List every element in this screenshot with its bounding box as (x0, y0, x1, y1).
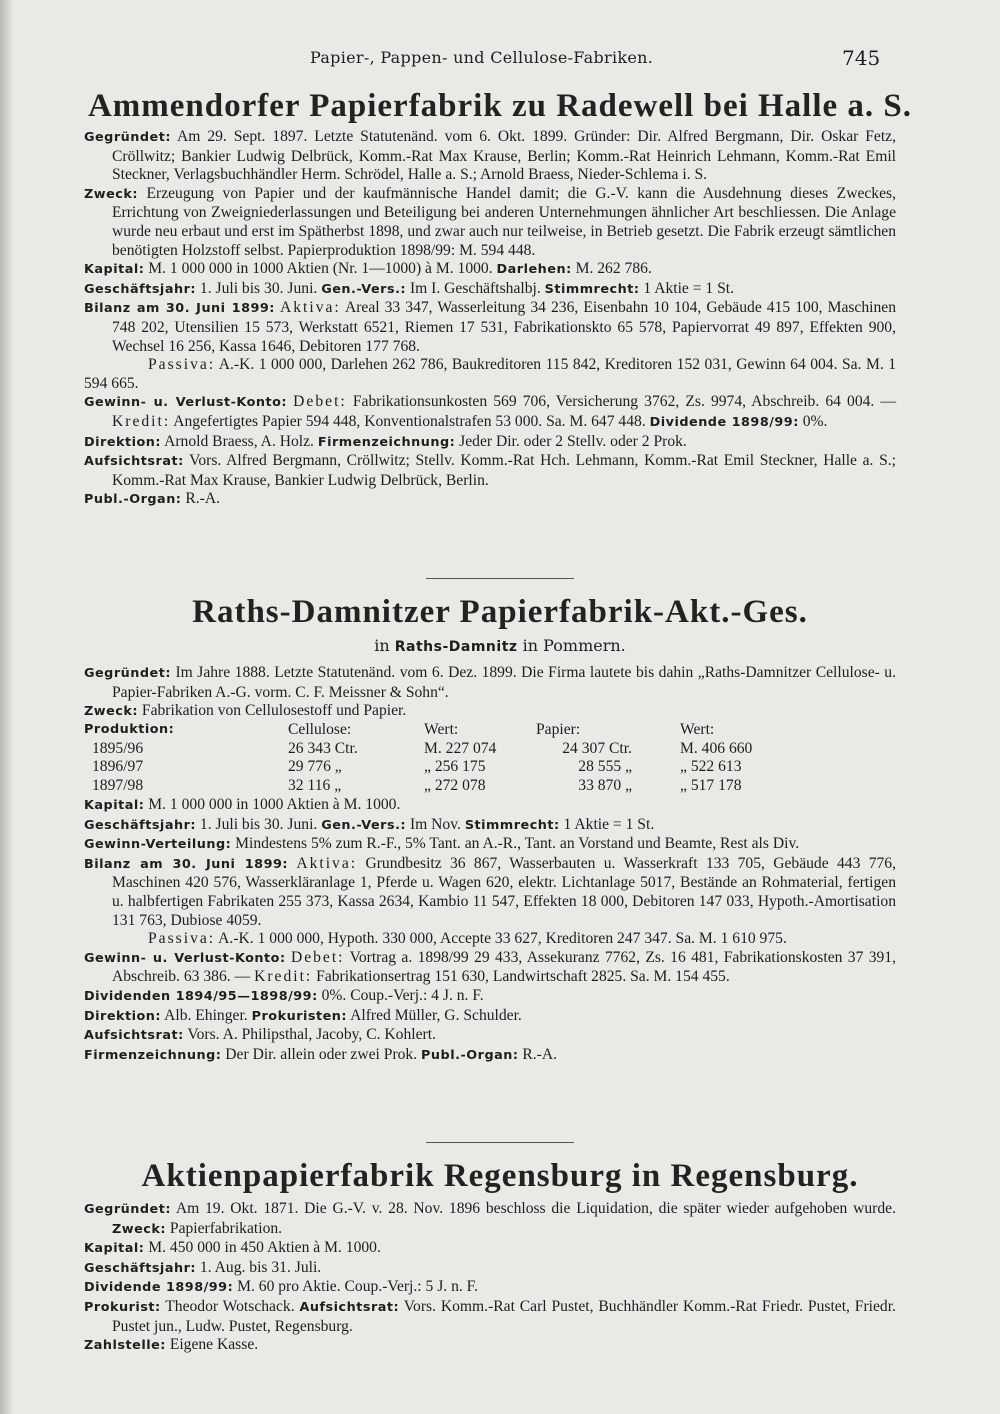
page-number: 745 (842, 46, 881, 70)
company2-kapital: Kapital: M. 1 000 000 in 1000 Aktien à M. 1000. (84, 796, 401, 813)
table-header-row (84, 720, 934, 740)
company2-dividenden: Dividenden 1894/95—1898/99: 0%. Coup.-Verj.: 4 J. n. F. (84, 986, 484, 1004)
company2-guv: Gewinn- u. Verlust-Konto: Debet: Vortrag a. 1898/99 29 433, Assekuranz 7762, Zs. 16 481, Fabrikationskosten 37 391, Abschreib. 63 386. — Kredit: Fabrikationsertrag 151 630, Landwirtschaft 2825. Sa. M. 154 455. (84, 948, 897, 986)
company1-geschaeftsjahr: Geschäftsjahr: 1. Juli bis 30. Juni. Gen.-Vers.: Im I. Geschäftshalbj. Stimmrecht: 1 Aktie = 1 St. (84, 279, 735, 297)
company1-gegruendet: Gegründet: Am 29. Sept. 1897. Letzte Statutenänd. vom 6. Okt. 1899. Gründer: Dir. Alfred Bergmann, Dir. Oskar Fetz, Cröllwitz; Bankier Ludwig Delbrück, Komm.-Rat Max Krause, Berlin; Komm.-Rat Heinrich Lehmann, Komm.-Rat Emil Steckner, Verlagsbuchhändler Herm. Schrödel, Halle a. S.; Arnold Braess, Nieder-Schlema i. S. (84, 128, 896, 184)
production-table (84, 720, 934, 795)
company2-bilanz-passiva: Passiva: A.-K. 1 000 000, Hypoth. 330 000, Accepte 33 627, Kreditoren 247 347. Sa. M. 1 610 975. (148, 930, 787, 948)
company1-guv: Gewinn- u. Verlust-Konto: Debet: Fabrikationsunkosten 569 706, Versicherung 3762, Zs. 9974, Abschreib. 64 004. — Kredit: Angefertigtes Papier 594 448, Konventionalstrafen 53 000. Sa. M. 647 448. Dividende 1898/99: 0%. (84, 393, 897, 430)
company2-gewinn-verteilung: Gewinn-Verteilung: Mindestens 5% zum R.-F., 5% Tant. an A.-R., Tant. an Vorstand und Beamte, Rest als Div. (84, 835, 800, 853)
company3-gegruendet: Gegründet: Am 19. Okt. 1871. Die G.-V. v. 28. Nov. 1896 beschloss die Liquidation, die später wieder aufgehoben wurde. Zweck: Papierfabrikation. (84, 1200, 896, 1237)
table-row (84, 758, 934, 777)
table-row (84, 777, 934, 796)
company1-direktion: Direktion: Arnold Braess, A. Holz. Firmenzeichnung: Jeder Dir. oder 2 Stellv. oder 2 Prok. (84, 432, 687, 450)
col-header-papier: Papier: (536, 720, 581, 738)
running-title: Papier-, Pappen- und Cellulose-Fabriken. (310, 48, 654, 67)
col-header-wert1: Wert: (424, 720, 459, 738)
company2-geschaeftsjahr: Geschäftsjahr: 1. Juli bis 30. Juni. Gen.-Vers.: Im Nov. Stimmrecht: 1 Aktie = 1 St. (84, 815, 655, 833)
cell-wert2: „ 517 178 (680, 776, 742, 794)
cell-wert1: „ 256 175 (424, 758, 486, 776)
page-header (0, 44, 1000, 74)
company2-bilanz-aktiva: Bilanz am 30. Juni 1899: Aktiva: Grundbesitz 36 867, Wasserbauten u. Wasserkraft 133 705, Gebäude 443 776, Maschinen 420 576, Wasserkläranlage 1, Pferde u. Wagen 620, elektr. Lichtanlage 5017, Bestände an Rohmaterial, fertigen u. halbfertigen Fabrikaten 255 373, Kassa 2634, Kambio 11 547, Effekten 18 000, Debitoren 147 033, Hypoth.-Amortisation 131 763, Dubiose 4059. (84, 854, 896, 929)
company2-body-top (84, 664, 896, 722)
cell-papier: 33 870 „ (578, 776, 632, 794)
company1-bilanz-passiva: Passiva: A.-K. 1 000 000, Darlehen 262 786, Baukreditoren 115 842, Kreditoren 152 031, Gewinn 64 004. Sa. M. 1 594 665. (84, 356, 896, 392)
company3-zahlstelle: Zahlstelle: Eigene Kasse. (84, 1336, 259, 1354)
section-divider (426, 1142, 574, 1143)
company3-body (84, 1200, 896, 1356)
company1-body (84, 128, 896, 510)
section-divider (426, 578, 574, 579)
company2-firmenzeichnung: Firmenzeichnung: Der Dir. allein oder zwei Prok. Publ.-Organ: R.-A. (84, 1045, 558, 1063)
company3-kapital: Kapital: M. 450 000 in 450 Aktien à M. 1000. (84, 1239, 381, 1257)
cell-year: 1897/98 (92, 776, 144, 794)
cell-wert2: „ 522 613 (680, 758, 742, 776)
company2-aufsichtsrat: Aufsichtsrat: Vors. A. Philipsthal, Jacoby, C. Kohlert. (84, 1026, 436, 1044)
col-header-cellulose: Cellulose: (288, 720, 352, 738)
cell-wert2: M. 406 660 (680, 739, 753, 757)
page-edge-shadow (0, 0, 14, 1414)
company1-publ-organ: Publ.-Organ: R.-A. (84, 490, 220, 508)
company2-gegruendet: Gegründet: Im Jahre 1888. Letzte Statutenänd. vom 6. Dez. 1899. Die Firma lautete bis dahin „Raths-Damnitzer Cellulose- u. Papier-Fabriken A.-G. vorm. C. F. Meissner & Sohn“. (84, 664, 896, 701)
company1-kapital: Kapital: M. 1 000 000 in 1000 Aktien (Nr. 1—1000) à M. 1000. Darlehen: M. 262 786. (84, 260, 652, 278)
company1-zweck: Zweck: Erzeugung von Papier und der kaufmännische Handel damit; die G.-V. kann die Ausdehnung dieses Zweckes, Errichtung von Zweigniederlassungen und Beteiligung bei anderen Unternehmungen ähnlicher Art beschliessen. Die Anlage wurde neu erbaut und erst im Spätherbst 1898, und zwar auch nur teilweise, in Betrieb gesetzt. Die Fabrik erzeugt sämtlichen benötigten Holzstoff selbst. Papierproduktion 1898/99: M. 594 448. (84, 184, 896, 259)
company2-zweck: Zweck: Fabrikation von Cellulosestoff und Papier. (84, 702, 407, 720)
company1-aufsichtsrat: Aufsichtsrat: Vors. Alfred Bergmann, Cröllwitz; Stellv. Komm.-Rat Hch. Lehmann, Komm.-Rat Emil Steckner, Halle a. S.; Komm.-Rat Max Krause, Bankier Ludwig Delbrück, Berlin. (84, 452, 896, 489)
cell-cellulose: 29 776 „ (288, 758, 342, 776)
company3-title: Aktienpapierfabrik Regensburg in Regensburg. (141, 1158, 859, 1194)
cell-papier: 28 555 „ (578, 758, 632, 776)
company3-prokurist: Prokurist: Theodor Wotschack. Aufsichtsrat: Vors. Komm.-Rat Carl Pustet, Buchhändler Komm.-Rat Friedr. Pustet, Friedr. Pustet jun., Ludw. Pustet, Regensburg. (84, 1297, 896, 1335)
cell-year: 1896/97 (92, 758, 144, 776)
company2-direktion: Direktion: Alb. Ehinger. Prokuristen: Alfred Müller, G. Schulder. (84, 1006, 522, 1024)
company3-dividende: Dividende 1898/99: M. 60 pro Aktie. Coup.-Verj.: 5 J. n. F. (84, 1278, 478, 1296)
cell-wert1: M. 227 074 (424, 739, 497, 757)
cell-papier: 24 307 Ctr. (562, 739, 632, 757)
company1-bilanz-aktiva: Bilanz am 30. Juni 1899: Aktiva: Areal 33 347, Wasserleitung 34 236, Eisenbahn 10 104, Gebäude 415 100, Maschinen 748 202, Utensilien 15 573, Werkstatt 6521, Riemen 17 531, Fabrikationskto 65 578, Papiervorrat 49 897, Effekten 900, Wechsel 16 256, Kassa 1646, Debitoren 177 768. (84, 299, 896, 355)
cell-cellulose: 32 116 „ (288, 776, 342, 794)
production-label: Produktion: (84, 722, 175, 737)
company2-title: Raths-Damnitzer Papierfabrik-Akt.-Ges. (192, 594, 808, 630)
col-header-wert2: Wert: (680, 720, 715, 738)
company2-body (84, 796, 896, 1065)
company1-title: Ammendorfer Papierfabrik zu Radewell bei Halle a. S. (87, 88, 913, 124)
cell-wert1: „ 272 078 (424, 776, 486, 794)
cell-cellulose: 26 343 Ctr. (288, 739, 358, 757)
table-row (84, 740, 934, 759)
cell-year: 1895/96 (92, 739, 144, 757)
company3-geschaeftsjahr: Geschäftsjahr: 1. Aug. bis 31. Juli. (84, 1258, 322, 1276)
company2-subtitle: in Raths-Damnitz in Pommern. (374, 636, 626, 655)
